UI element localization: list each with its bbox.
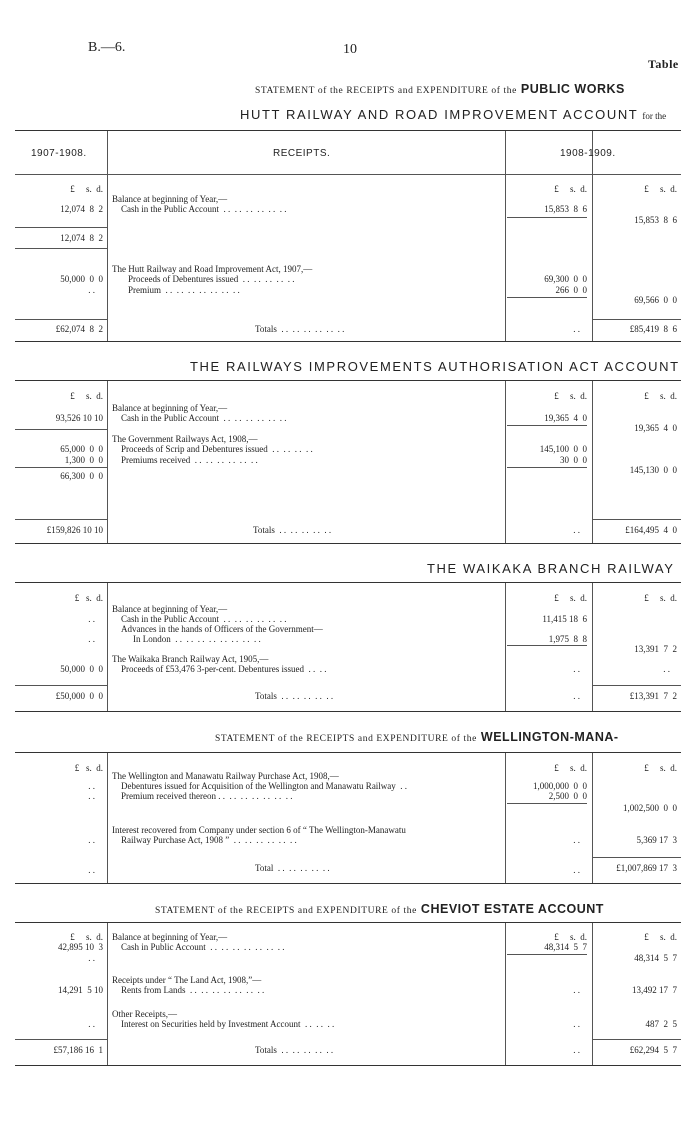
left-val: 93,526 10 10	[55, 413, 103, 423]
bal-head: Balance at beginning of Year,—	[112, 403, 228, 413]
section5-table	[15, 922, 681, 1066]
units-right: £ s. d.	[644, 932, 677, 942]
right-val: 69,566 0 0	[634, 295, 677, 305]
mid-val: 19,365 4 0	[544, 413, 587, 423]
section4-table	[15, 752, 681, 884]
left-val: . .	[88, 1019, 95, 1029]
left-total: £57,186 16 1	[53, 1045, 103, 1055]
left-total: £50,000 0 0	[55, 691, 103, 701]
mid-val: 48,314 5 7	[544, 942, 587, 952]
total-label: Totals . . . . . . . . . .	[255, 691, 334, 701]
mid-val: . .	[573, 664, 580, 674]
bal-cash: Cash in the Public Account . . . . . . . . . . . .	[121, 614, 287, 624]
left-val: 42,895 10 3	[58, 942, 103, 952]
mid-total: . .	[573, 865, 580, 875]
units-left: £ s. d.	[74, 593, 103, 603]
right-total: £62,294 5 7	[629, 1045, 677, 1055]
left-val: 65,000 0 0	[60, 444, 103, 454]
bal-advances: Advances in the hands of Officers of the Government—	[121, 624, 323, 634]
units-right: £ s. d.	[644, 763, 677, 773]
units-right: £ s. d.	[644, 593, 677, 603]
mid-val: . .	[573, 835, 580, 845]
section1-title	[240, 106, 666, 124]
interest-line2: Railway Purchase Act, 1908 ” . . . . . . . . . . . .	[121, 835, 297, 845]
left-val: 1,300 0 0	[64, 455, 103, 465]
section5-statement-prefix: STATEMENT of the RECEIPTS and EXPENDITURE of the	[155, 906, 417, 916]
units-mid: £ s. d.	[554, 391, 587, 401]
act-line1: Proceeds of Scrip and Debentures issued . . . . . . . .	[121, 444, 313, 454]
units-mid: £ s. d.	[554, 593, 587, 603]
mid-val: 11,415 18 6	[542, 614, 587, 624]
units-right: £ s. d.	[644, 184, 677, 194]
units-mid: £ s. d.	[554, 184, 587, 194]
col-receipts: RECEIPTS.	[273, 148, 331, 159]
act-head: The Hutt Railway and Road Improvement Act, 1907,—	[112, 264, 313, 274]
page-ref: B.—6.	[88, 40, 126, 55]
mid-val: 69,300 0 0	[544, 274, 587, 284]
units-mid: £ s. d.	[554, 763, 587, 773]
section1-table	[15, 130, 681, 342]
right-total: £164,495 4 0	[625, 525, 677, 535]
col-year-right: 1908-1909.	[560, 148, 616, 159]
total-label: Totals . . . . . . . . . .	[255, 1045, 334, 1055]
units-left: £ s. d.	[70, 932, 103, 942]
act-head: The Waikaka Branch Railway Act, 1905,—	[112, 654, 269, 664]
right-val: 487 2 5	[645, 1019, 677, 1029]
mid-val: 1,000,000 0 0	[533, 781, 587, 791]
mid-val: 15,853 8 6	[544, 204, 587, 214]
bal-cash: Cash in Public Account . . . . . . . . . . . . . .	[121, 942, 285, 952]
land-line1: Rents from Lands . . . . . . . . . . . . . .	[121, 985, 265, 995]
interest-line1: Interest recovered from Company under section 6 of “ The Wellington-Manawatu	[112, 825, 406, 835]
right-val: 1,002,500 0 0	[623, 803, 677, 813]
right-val: 145,130 0 0	[629, 465, 677, 475]
right-val: 15,853 8 6	[634, 215, 677, 225]
mid-total: . .	[573, 324, 580, 334]
mid-total: . .	[573, 525, 580, 535]
right-val: 48,314 5 7	[634, 953, 677, 963]
mid-val: . .	[573, 985, 580, 995]
section1-title-text: HUTT RAILWAY AND ROAD IMPROVEMENT ACCOUNT	[240, 107, 639, 122]
act-head: The Government Railways Act, 1908,—	[112, 434, 258, 444]
statement-line	[255, 80, 625, 98]
statement-strong: PUBLIC WORKS	[520, 82, 625, 96]
left-subtotal: 12,074 8 2	[60, 233, 103, 243]
units-right: £ s. d.	[644, 391, 677, 401]
mid-val: 145,100 0 0	[539, 444, 587, 454]
right-val: 13,492 17 7	[632, 985, 677, 995]
right-val: . .	[663, 664, 670, 674]
left-val: . .	[88, 614, 95, 624]
page-number: 10	[343, 42, 357, 57]
right-total: £13,391 7 2	[629, 691, 677, 701]
section5-statement-strong: CHEVIOT ESTATE ACCOUNT	[420, 902, 604, 916]
right-total: £1,007,869 17 3	[616, 863, 677, 873]
bal-head: Balance at beginning of Year,—	[112, 604, 228, 614]
left-total: £62,074 8 2	[55, 324, 103, 334]
mid-val: 1,975 8 8	[548, 634, 587, 644]
left-val: . .	[88, 634, 95, 644]
bal-cash: Cash in the Public Account . . . . . . . . . . . .	[121, 204, 287, 214]
section2-table	[15, 380, 681, 544]
land-head: Receipts under “ The Land Act, 1908,”—	[112, 975, 262, 985]
act-line1: Debentures issued for Acquisition of the Wellington and Manawatu Railway . .	[121, 781, 408, 791]
statement-prefix: STATEMENT of the RECEIPTS and EXPENDITURE of the	[255, 86, 517, 96]
total-label: Total . . . . . . . . . .	[255, 863, 330, 873]
other-head: Other Receipts,—	[112, 1009, 177, 1019]
act-line2: Premium . . . . . . . . . . . . . .	[128, 285, 240, 295]
left-val: . .	[88, 835, 95, 845]
section1-title-suffix: for the	[642, 111, 667, 121]
mid-val: 30 0 0	[560, 455, 587, 465]
units-mid: £ s. d.	[554, 932, 587, 942]
other-line1: Interest on Securities held by Investment Account . . . . . .	[121, 1019, 335, 1029]
mid-val: . .	[573, 1019, 580, 1029]
left-val: . .	[88, 791, 95, 801]
bal-london: In London . . . . . . . . . . . . . . . .	[133, 634, 261, 644]
left-total: £159,826 10 10	[46, 525, 103, 535]
section3-table	[15, 582, 681, 712]
act-line2: Premium received thereon . . . . . . . . . . . . . .	[121, 791, 293, 801]
right-total: £85,419 8 6	[629, 324, 677, 334]
left-val: 50,000 0 0	[60, 274, 103, 284]
act-head: The Wellington and Manawatu Railway Purchase Act, 1908,—	[112, 771, 339, 781]
units-left: £ s. d.	[70, 391, 103, 401]
section2-title: THE RAILWAYS IMPROVEMENTS AUTHORISATION ACT ACCOUNT	[190, 359, 680, 374]
mid-val: 266 0 0	[555, 285, 587, 295]
left-val: . .	[88, 781, 95, 791]
section3-title: THE WAIKAKA BRANCH RAILWAY	[427, 561, 675, 576]
units-left: £ s. d.	[74, 763, 103, 773]
section4-statement	[215, 728, 619, 746]
bal-head: Balance at beginning of Year,—	[112, 194, 228, 204]
act-line1: Proceeds of Debentures issued . . . . . . . . . .	[128, 274, 295, 284]
bal-head: Balance at beginning of Year,—	[112, 932, 228, 942]
total-label: Totals . . . . . . . . . .	[253, 525, 332, 535]
mid-val: 2,500 0 0	[548, 791, 587, 801]
bal-cash: Cash in the Public Account . . . . . . . . . . . .	[121, 413, 287, 423]
section5-statement	[155, 900, 604, 918]
section4-statement-prefix: STATEMENT of the RECEIPTS and EXPENDITURE of the	[215, 734, 477, 744]
total-label: Totals . . . . . . . . . . . .	[255, 324, 345, 334]
left-val: 14,291 5 10	[58, 985, 103, 995]
col-year-left: 1907-1908.	[31, 148, 87, 159]
left-total: . .	[88, 865, 95, 875]
units-left: £ s. d.	[70, 184, 103, 194]
mid-total: . .	[573, 1045, 580, 1055]
act-line2: Premiums received . . . . . . . . . . . .	[121, 455, 258, 465]
left-val: 50,000 0 0	[60, 664, 103, 674]
left-subtotal: 66,300 0 0	[60, 471, 103, 481]
mid-total: . .	[573, 691, 580, 701]
left-val: . .	[88, 285, 95, 295]
act-line1: Proceeds of £53,476 3-per-cent. Debentures issued . . . .	[121, 664, 327, 674]
right-val: 13,391 7 2	[634, 644, 677, 654]
left-val: . .	[88, 953, 95, 963]
right-val: 19,365 4 0	[634, 423, 677, 433]
table-label: Table	[648, 57, 679, 71]
section4-statement-strong: WELLINGTON-MANA-	[480, 730, 619, 744]
left-val: 12,074 8 2	[60, 204, 103, 214]
right-val: 5,369 17 3	[636, 835, 677, 845]
